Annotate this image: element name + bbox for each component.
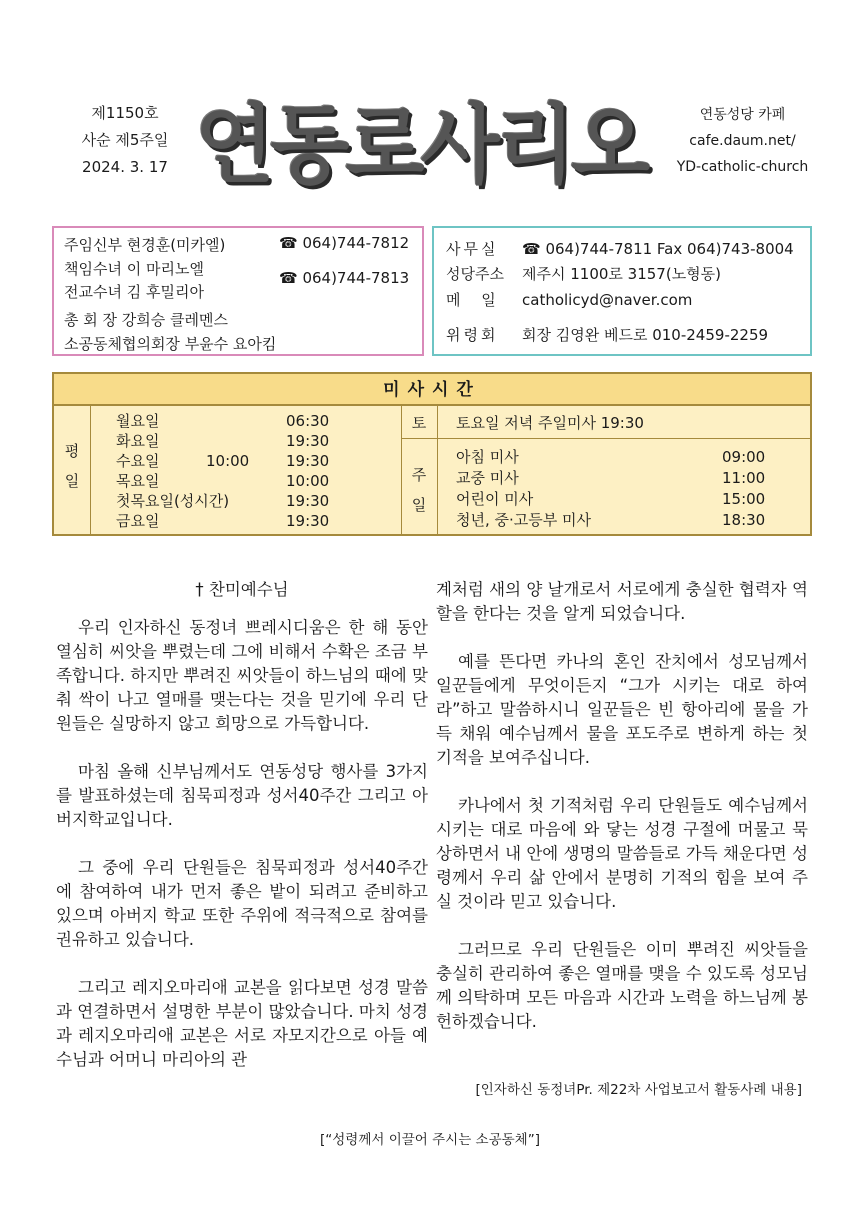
cafe-url-line-1: cafe.daum.net/: [689, 133, 796, 149]
footer-motto: [“성령께서 이끌어 주시는 소공동체”]: [320, 1132, 540, 1148]
sunday-mass-name: 어린이 미사: [456, 490, 534, 508]
article-paragraph: 카나에서 첫 기적처럼 우리 단원들도 예수님께서 시키는 대로 마음에 와 닿는 성경 구절에 머물고 묵상하면서 내 안에 생명의 말씀들로 가득 채운다면 성령께서 우리 삶 안에서 분명히 기적의 힘을 보여 주실 것이라 믿고 있습니다.: [436, 796, 808, 911]
sunday-mass-time: 11:00: [722, 469, 766, 487]
article-heading: † 찬미예수님: [195, 580, 289, 599]
liturgical-week: 사순 제5주일: [81, 131, 169, 149]
pastor-phone: ☎ 064)744-7812: [279, 234, 410, 252]
article-column-right: [436, 578, 808, 1058]
cafe-info: [660, 102, 825, 180]
address-row: [446, 263, 721, 284]
community-president: 소공동체협의회장 부윤수 요아킴: [64, 335, 277, 353]
article-paragraph: 예를 뜬다면 카나의 혼인 잔치에서 성모님께서 일꾼들에게 무엇이든지 “그가 시키는 대로 하여라”하고 말씀하시니 일꾼들은 빈 항아리에 물을 가득 채워 예수님께서 물을 포도주로 변하게 하는 첫 기적을 보여주십니다.: [436, 652, 808, 767]
article-paragraph: 마침 올해 신부님께서도 연동성당 행사를 3가지를 발표하셨는데 침묵피정과 성서40주간 그리고 아버지학교입니다.: [56, 762, 428, 829]
sunday-mass-time: 09:00: [722, 448, 766, 466]
weekday-label-2: 일: [64, 472, 80, 490]
sisters-phone: ☎ 064)744-7813: [279, 269, 410, 287]
weekday-name: 월요일: [116, 412, 160, 430]
article-paragraph: 그러므로 우리 단원들은 이미 뿌려진 씨앗들을 충실히 관리하여 좋은 열매를 맺을 수 있도록 성모님께 의탁하며 모든 마음과 시간과 노력을 하느님께 봉헌하겠습니다.: [436, 940, 808, 1031]
weekday-name: 화요일: [116, 432, 160, 450]
address-label: 성당주소: [446, 265, 504, 283]
office-value: ☎ 064)744-7811 Fax 064)743-8004: [522, 240, 794, 258]
weekday-time: 10:00: [286, 472, 330, 490]
weekday-name: 첫목요일(성시간): [116, 492, 230, 510]
article-paragraph: 그리고 레지오마리애 교본을 읽다보면 성경 말씀과 연결하면서 설명한 부분이 많았습니다. 마치 성경과 레지오마리애 교본은 서로 자모지간으로 아들 예수님과 어머니 마리아의 관: [56, 978, 428, 1069]
office-label: 사무실: [446, 240, 499, 258]
weekday-extra-time: 10:00: [206, 452, 250, 470]
sister-responsible: 책임수녀 이 마리노엘: [64, 260, 204, 278]
staff-box: [52, 226, 424, 356]
cafe-url-line-2: YD-catholic-church: [676, 159, 809, 175]
title-text: 연동로사리오: [195, 95, 647, 196]
sunday-label-1: 주: [411, 466, 427, 484]
weekday-name: 수요일: [116, 452, 160, 470]
divider: [437, 406, 438, 534]
sunday-mass-name: 교중 미사: [456, 469, 519, 487]
saturday-label: 토: [411, 414, 427, 432]
email-row: [446, 289, 692, 310]
article-paragraph: 우리 인자하신 동정녀 쁘레시디움은 한 해 동안 열심히 씨앗을 뿌렸는데 그에 비해서 수확은 조금 부족합니다. 하지만 뿌려진 씨앗들이 하느님의 때에 맞춰 싹이 나고 열매를 맺는다는 것을 믿기에 우리 단원들은 실망하지 않고 희망으로 가득합니다.: [56, 618, 428, 733]
article-source: [인자하신 동정녀Pr. 제22차 사업보고서 활동사례 내용]: [475, 1082, 802, 1098]
article-column-left: [56, 578, 428, 1096]
address-value: 제주시 1100로 3157(노형동): [522, 265, 722, 283]
pastor: 주임신부 현경훈(미카엘): [64, 236, 226, 254]
sunday-mass-time: 18:30: [722, 511, 766, 529]
weekday-time: 06:30: [286, 412, 330, 430]
issue-info: [60, 100, 190, 181]
weekday-time: 19:30: [286, 492, 330, 510]
mass-heading: 미사시간: [54, 374, 810, 406]
issue-number: 제1150호: [91, 104, 159, 122]
sunday-label: [401, 460, 437, 520]
weekday-time: 19:30: [286, 452, 330, 470]
divider: [401, 438, 810, 439]
weekday-time: 19:30: [286, 512, 330, 530]
issue-date: 2024. 3. 17: [82, 158, 168, 176]
divider: [90, 406, 91, 534]
saturday-mass: 토요일 저녁 주일미사 19:30: [456, 414, 644, 432]
email-label: 메 일: [446, 291, 504, 309]
sunday-mass-name: 아침 미사: [456, 448, 519, 466]
cafe-label: 연동성당 카페: [699, 107, 786, 123]
weekday-label: [54, 436, 90, 496]
office-row: [446, 238, 794, 259]
sunday-mass-time: 15:00: [722, 490, 766, 508]
weekday-time: 19:30: [286, 432, 330, 450]
newsletter-title: [195, 80, 665, 196]
article-paragraph-continued: 계처럼 새의 양 날개로서 서로에게 충실한 협력자 역할을 한다는 것을 알게 되었습니다.: [436, 580, 808, 623]
weekday-name: 목요일: [116, 472, 160, 490]
sister-mission: 전교수녀 김 후밀리아: [64, 283, 204, 301]
sunday-mass-name: 청년, 중·고등부 미사: [456, 511, 591, 529]
weekday-label-1: 평: [64, 442, 80, 460]
legion-label: 위령회: [446, 326, 499, 344]
email-value[interactable]: catholicyd@naver.com: [522, 291, 693, 309]
mass-schedule: [52, 372, 812, 536]
article-paragraph: 그 중에 우리 단원들은 침묵피정과 성서40주간에 참여하여 내가 먼저 좋은 밭이 되려고 준비하고 있으며 아버지 학교 또한 주위에 적극적으로 참여를 권유하고 있습니다.: [56, 858, 428, 949]
office-box: [432, 226, 812, 356]
council-president: 총 회 장 강희승 클레멘스: [64, 311, 228, 329]
legion-row: [446, 324, 768, 345]
sunday-label-2: 일: [411, 496, 427, 514]
legion-value: 회장 김영완 베드로 010-2459-2259: [522, 326, 769, 344]
weekday-name: 금요일: [116, 512, 160, 530]
